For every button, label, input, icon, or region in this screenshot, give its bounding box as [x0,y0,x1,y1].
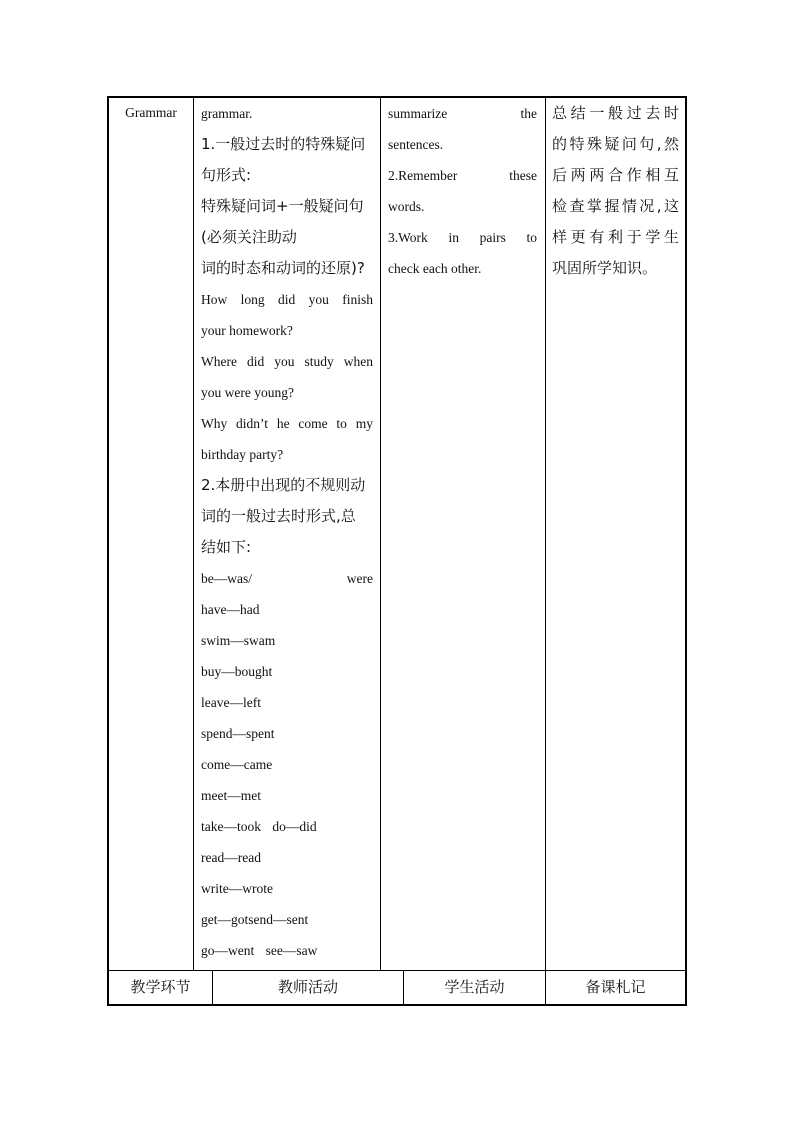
teacher-line: 2.本册中出现的不规则动 [201,476,366,494]
col-divider-1 [193,96,194,971]
notes-line: 总结一般过去时 [552,104,679,122]
notes-line: 样更有利于学生 [552,228,679,246]
teacher-line: 结如下: [201,538,252,556]
table-bottom-border [107,1004,687,1006]
teacher-line: get—gotsend—sent [201,912,309,927]
teacher-line: (必须关注助动 [201,228,297,246]
notes-line: 巩固所学知识。 [552,259,658,277]
teacher-line: Where did you study when [201,354,373,369]
teacher-line: take—took do—did [201,819,317,834]
teacher-line: read—read [201,850,261,865]
teacher-line: grammar. [201,106,253,121]
teacher-line: birthday party? [201,447,284,462]
student-line: check each other. [388,261,482,276]
teacher-line: be—was/ were [201,571,373,586]
teacher-line: 词的时态和动词的还原)? [201,259,365,277]
col-divider-3 [545,96,546,971]
teacher-line: 特殊疑问词+一般疑问句 [201,197,364,215]
student-activity-cell [388,98,537,284]
teacher-line: write—wrote [201,881,273,896]
student-line: 3.Work in pairs to [388,230,537,245]
teacher-line: you were young? [201,385,294,400]
footer-teaching-stage: 教学环节 [130,978,191,996]
notes-line: 后两两合作相互 [552,166,679,184]
teacher-line: 1.一般过去时的特殊疑问 [201,135,366,153]
student-line: words. [388,199,425,214]
teacher-line: Why didn’t he come to my [201,416,373,431]
teacher-activity-cell [201,98,373,966]
table-right-border [685,96,687,1006]
student-line: summarize the [388,106,537,121]
teacher-line: 词的一般过去时形式,总 [201,507,356,525]
teacher-line: swim—swam [201,633,276,648]
teacher-line: meet—met [201,788,261,803]
teacher-line: 句形式: [201,166,252,184]
student-line: sentences. [388,137,444,152]
teacher-line: go—went see—saw [201,943,318,958]
table-left-border [107,96,109,1006]
student-line: 2.Remember these [388,168,537,183]
teacher-line: have—had [201,602,260,617]
section-label-cell [109,98,193,128]
teacher-line: your homework? [201,323,293,338]
teacher-line: leave—left [201,695,261,710]
footer-lesson-notes: 备课札记 [585,978,646,996]
section-label: Grammar [125,105,177,120]
teacher-line: buy—bought [201,664,273,679]
col-divider-2 [380,96,381,971]
teacher-line: come—came [201,757,273,772]
notes-line: 检查掌握情况,这 [552,197,679,215]
notes-line: 的特殊疑问句,然 [552,135,679,153]
teacher-line: How long did you finish [201,292,373,307]
notes-cell [552,98,679,284]
footer-student-activity: 学生活动 [444,978,505,996]
footer-teacher-activity: 教师活动 [277,978,338,996]
teacher-line: spend—spent [201,726,275,741]
